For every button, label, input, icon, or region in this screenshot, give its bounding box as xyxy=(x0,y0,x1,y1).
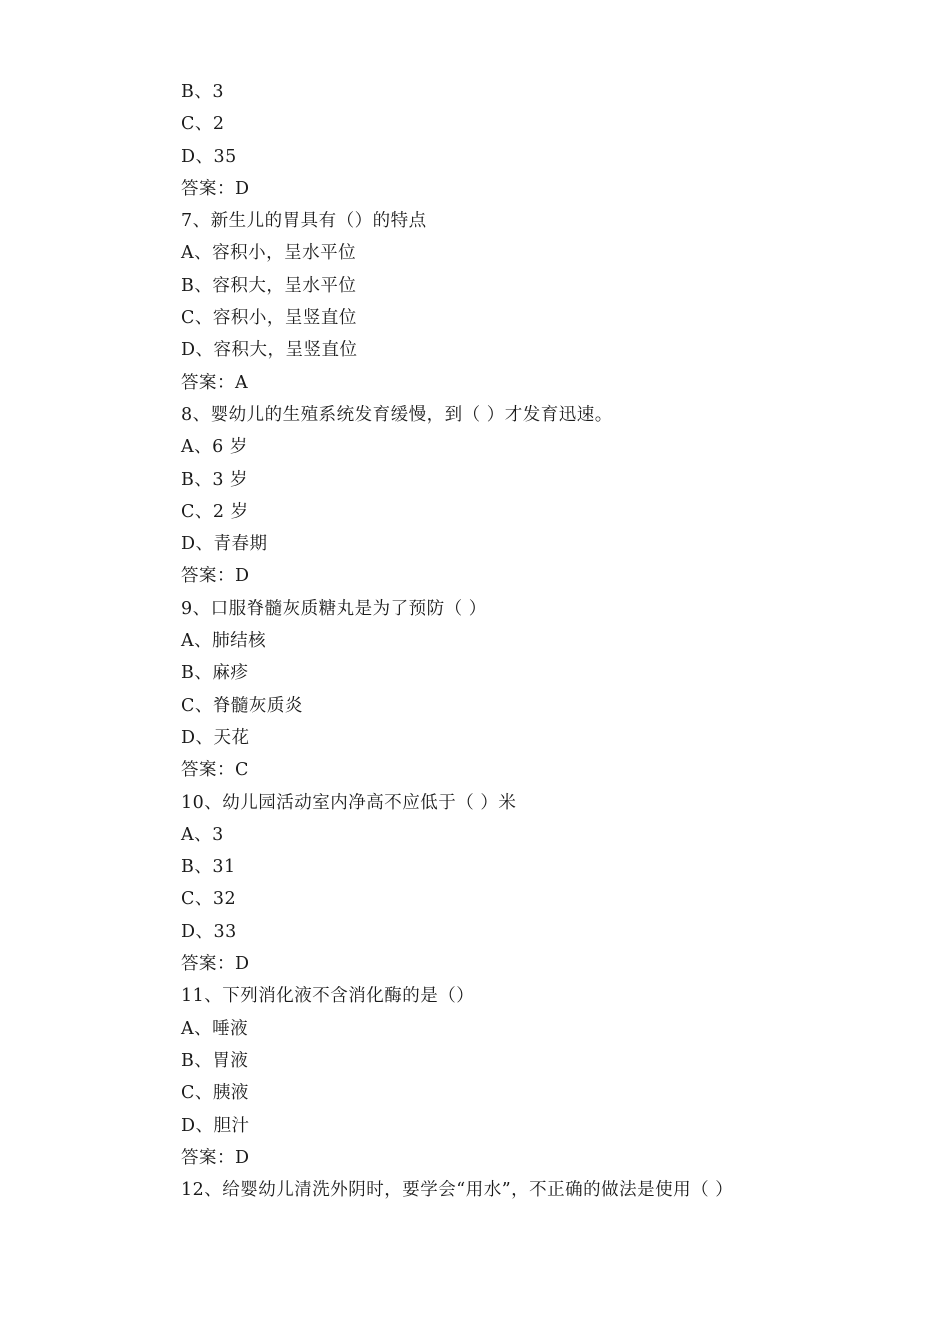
option-line: A、容积小，呈水平位 xyxy=(181,243,357,264)
answer-line: 答案：A xyxy=(181,372,249,393)
option-line: C、2 岁 xyxy=(181,501,249,522)
question-line: 9、口服脊髓灰质糖丸是为了预防（ ） xyxy=(181,598,487,619)
answer-line: 答案：D xyxy=(181,566,250,587)
answer-line: 答案：D xyxy=(181,1147,250,1168)
option-line: B、3 岁 xyxy=(181,469,249,490)
option-line: D、容积大，呈竖直位 xyxy=(181,340,358,361)
option-line: D、天花 xyxy=(181,727,250,748)
answer-line: 答案：C xyxy=(181,760,249,781)
question-list xyxy=(181,76,881,1206)
option-line: A、3 xyxy=(181,824,224,845)
question-line: 12、给婴幼儿清洗外阴时，要学会“用水”，不正确的做法是使用（ ） xyxy=(181,1180,734,1201)
option-line: A、6 岁 xyxy=(181,437,248,458)
option-line: D、35 xyxy=(181,146,237,167)
option-line: C、脊髓灰质炎 xyxy=(181,695,303,716)
question-line: 7、新生儿的胃具有（）的特点 xyxy=(181,211,427,232)
option-line: B、3 xyxy=(181,82,224,102)
option-line: B、31 xyxy=(181,857,236,878)
option-line: D、33 xyxy=(181,921,237,942)
option-line: C、容积小，呈竖直位 xyxy=(181,308,357,329)
option-line: C、32 xyxy=(181,889,237,910)
answer-line: 答案：D xyxy=(181,178,250,199)
option-line: B、胃液 xyxy=(181,1050,249,1071)
option-line: C、胰液 xyxy=(181,1083,249,1104)
option-line: D、青春期 xyxy=(181,534,268,555)
option-line: A、唾液 xyxy=(181,1018,249,1039)
question-line: 8、婴幼儿的生殖系统发育缓慢，到（ ）才发育迅速。 xyxy=(181,404,613,425)
answer-line: 答案：D xyxy=(181,954,250,975)
option-line: D、胆汁 xyxy=(181,1115,250,1136)
question-line: 11、下列消化液不含消化酶的是（） xyxy=(181,986,475,1007)
option-line: B、容积大，呈水平位 xyxy=(181,275,357,296)
option-line: C、2 xyxy=(181,114,225,135)
question-line: 10、幼儿园活动室内净高不应低于（ ）米 xyxy=(181,792,517,813)
option-line: B、麻疹 xyxy=(181,663,249,684)
option-line: A、肺结核 xyxy=(181,631,267,652)
